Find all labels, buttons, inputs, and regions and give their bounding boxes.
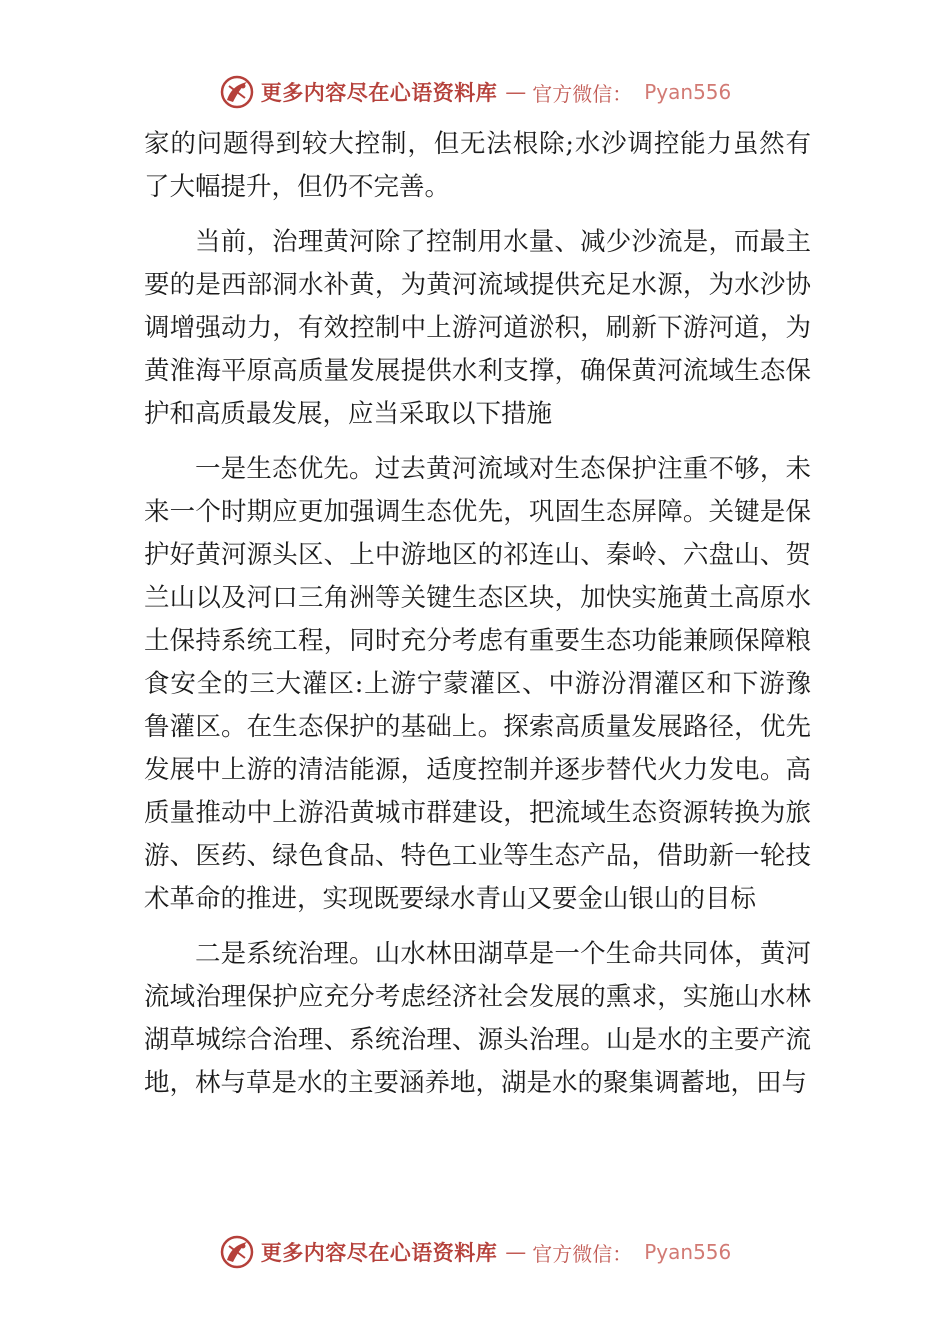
footer-banner[interactable] bbox=[219, 1234, 732, 1270]
document-body bbox=[144, 123, 811, 1105]
header-banner-separator: — bbox=[505, 80, 527, 104]
paragraph-intro: 当前，治理黄河除了控制用水量、减少沙流是，而最主要的是西部洞水补黄，为黄河流域提供充足水源，为水沙协调增强动力，有效控制中上游河道淤积，刷新下游河道，为黄淮海平原高质量发展提供水利支撑，确保黄河流域生态保护和高质最发展，应当采取以下措施 bbox=[144, 227, 811, 429]
paragraph-ecology-first: 一是生态优先。过去黄河流域对生态保护注重不够，未来一个时期应更加强调生态优先，巩固生态屏障。关键是保护好黄河源头区、上中游地区的祁连山、秦岭、六盘山、贺兰山以及河口三角洲等关键生态区块，加快实施黄土高原水土保持系统工程，同时充分考虑有重要生态功能兼顾保障粮食安全的三大灌区:上游宁蒙灌区、中游汾渭灌区和下游豫鲁灌区。在生态保护的基础上。探索高质量发展路径，优先发展中上游的清洁能源，适度控制并逐步替代火力发电。高质量推动中上游沿黄城市群建设，把流域生态资源转换为旅游、医药、绿色食品、特色工业等生态产品，借助新一轮技术革命的推进，实现既要绿水青山又要金山银山的目标 bbox=[144, 454, 811, 914]
header-banner[interactable] bbox=[219, 74, 732, 110]
brand-logo-icon bbox=[219, 1234, 255, 1270]
footer-banner-title: 更多内容尽在心语资料库 bbox=[260, 1240, 498, 1265]
paragraph-systematic-governance: 二是系统治理。山水林田湖草是一个生命共同体，黄河流域治理保护应充分考虑经济社会发展的熏求，实施山水林湖草城综合治理、系统治理、源头治理。山是水的主要产流地，林与草是水的主要涵养地，湖是水的聚集调蓄地，田与 bbox=[144, 939, 811, 1098]
footer-banner-label: 官方微信： bbox=[532, 1241, 633, 1266]
footer-banner-wechat-id: Pyan556 bbox=[644, 1240, 732, 1264]
brand-logo-icon bbox=[219, 74, 255, 110]
paragraph-continued: 家的问题得到较大控制，但无法根除;水沙调控能力虽然有了大幅提升，但仍不完善。 bbox=[144, 129, 811, 202]
header-banner-title: 更多内容尽在心语资料库 bbox=[260, 80, 498, 105]
page-footer bbox=[0, 1230, 950, 1274]
footer-banner-separator: — bbox=[505, 1240, 527, 1264]
header-banner-wechat-id: Pyan556 bbox=[644, 80, 732, 104]
page-header bbox=[0, 70, 950, 114]
header-banner-label: 官方微信： bbox=[532, 81, 633, 106]
